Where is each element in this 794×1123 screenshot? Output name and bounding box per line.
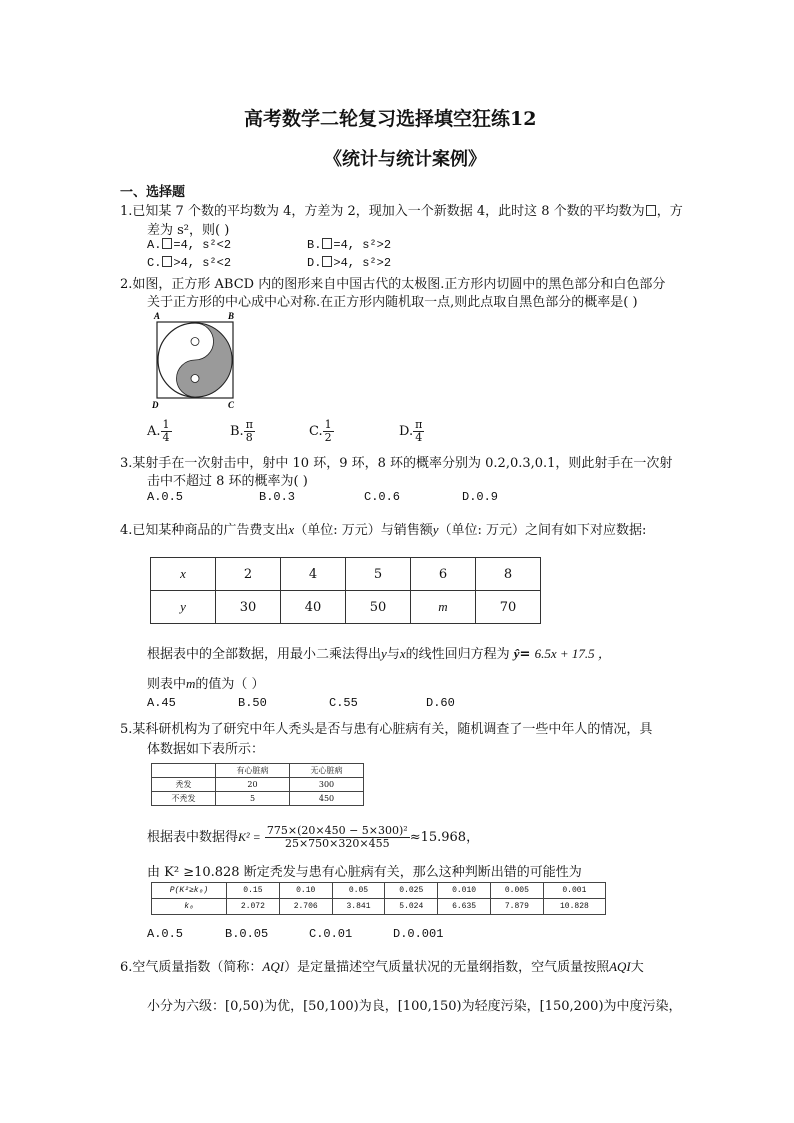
section-heading: 一、选择题 (120, 185, 186, 200)
q4-option-d: D.60 (426, 696, 455, 710)
q2-line2: 关于正方形的中心成中心对称.在正方形内随机取一点,则此点取自黑色部分的概率是( ) (147, 295, 638, 310)
table-cell: m (411, 591, 476, 624)
q3-option-a: A.0.5 (147, 490, 184, 504)
q5-line2: 体数据如下表所示： (147, 742, 265, 757)
table-cell: 无心脏病 (290, 764, 364, 778)
missing-glyph-icon (646, 205, 656, 216)
q1-line2: 差为 s²，则( ) (147, 223, 230, 238)
table-cell: 0.001 (543, 883, 605, 899)
q3-option-b: B.0.3 (259, 490, 296, 504)
table-cell: 0.005 (490, 883, 543, 899)
q4-line1: 4.已知某种商品的广告费支出x（单位: 万元）与销售额y（单位: 万元）之间有如下对应数据: (120, 522, 647, 538)
q5-table (151, 763, 364, 806)
q5-option-c: C.0.01 (309, 927, 353, 941)
q5-option-d: D.0.001 (393, 927, 444, 941)
table-row (152, 778, 364, 792)
q3-line1: 3.某射手在一次射击中，射中 10 环，9 环，8 环的概率分别为 0.2,0.3,0.1，则此射手在一次射 (120, 456, 673, 471)
table-row (151, 558, 541, 591)
q3-line2: 击中不超过 8 环的概率为( ) (147, 474, 308, 489)
q2-option-d: D. $\frac{\pi}{4}$ (399, 418, 423, 444)
table-cell: k₀ (152, 899, 227, 915)
q1-option-b: B. =4, s²>2 (307, 238, 392, 252)
label-d: D (152, 400, 159, 410)
table-cell: 0.15 (227, 883, 280, 899)
table-row (152, 792, 364, 806)
label-c: C (228, 400, 235, 410)
q4-line2: 根据表中的全部数据，用最小二乘法得出y与x的线性回归方程为 ŷ= 6.5x + 17.5 ， (147, 646, 611, 662)
missing-glyph-icon (162, 238, 172, 249)
q1-option-a: A. =4, s²<2 (147, 238, 232, 252)
table-cell: 0.010 (438, 883, 491, 899)
table-cell: 5 (346, 558, 411, 591)
table-cell: 450 (290, 792, 364, 806)
table-cell: 秃发 (152, 778, 216, 792)
table-cell: 3.841 (332, 899, 385, 915)
q4-option-b: B.50 (238, 696, 267, 710)
label-b: B (228, 311, 235, 321)
page-title: 高考数学二轮复习选择填空狂练12 (244, 108, 537, 130)
table-cell: 5 (216, 792, 290, 806)
missing-glyph-icon (322, 238, 332, 249)
table-cell: 30 (216, 591, 281, 624)
q5-table2 (151, 882, 606, 915)
q5-line1: 5.某科研机构为了研究中年人秃头是否与患有心脏病有关，随机调查了一些中年人的情况，具 (120, 722, 653, 737)
q6-line1: 6.空气质量指数（简称：AQI）是定量描述空气质量状况的无量纲指数，空气质量按照AQI大 (120, 959, 644, 975)
table-cell: 2.706 (279, 899, 332, 915)
table-cell: P(K²≥k₀) (152, 883, 227, 899)
table-cell: x (151, 558, 216, 591)
table-row (152, 764, 364, 778)
q5-line3: 根据表中数据得K² = $\frac{\text{775×(20×450 − 5×300)²}}{25\times 750\times 320\times 455}$ ≈15.968， (147, 824, 480, 850)
table-row (152, 899, 606, 915)
q2-option-b: B. $\frac{\pi}{8}$ (230, 418, 253, 444)
page-subtitle: 《统计与统计案例》 (324, 149, 486, 170)
q4-option-a: A.45 (147, 696, 176, 710)
table-cell: 7.879 (490, 899, 543, 915)
table-cell: 6.635 (438, 899, 491, 915)
table-cell: y (151, 591, 216, 624)
q2-line1: 2.如图，正方形 ABCD 内的图形来自中国古代的太极图.正方形内切圆中的黑色部分和白色部分 (120, 277, 666, 292)
q5-option-a: A.0.5 (147, 927, 184, 941)
table-cell: 0.05 (332, 883, 385, 899)
q3-option-d: D.0.9 (462, 490, 499, 504)
q4-option-c: C.55 (329, 696, 358, 710)
dark-dot (191, 375, 199, 383)
table-cell: 2 (216, 558, 281, 591)
q4-line3: 则表中m的值为（ ） (147, 676, 265, 692)
table-cell: 2.072 (227, 899, 280, 915)
table-cell: 0.025 (385, 883, 438, 899)
table-cell: 不秃发 (152, 792, 216, 806)
q2-option-c: C. $\frac{1}{2}$ (309, 418, 332, 444)
table-cell: 0.10 (279, 883, 332, 899)
q3-option-c: C.0.6 (364, 490, 401, 504)
table-cell: 6 (411, 558, 476, 591)
table-cell (152, 764, 216, 778)
q5-option-b: B.0.05 (225, 927, 269, 941)
q1-line1: 1.已知某 7 个数的平均数为 4，方差为 2，现加入一个新数据 4，此时这 8 个数的平均数为 ，方 (120, 204, 683, 219)
taiji-figure (150, 310, 242, 412)
table-cell: 300 (290, 778, 364, 792)
missing-glyph-icon (162, 256, 172, 267)
q5-line4: 由 K² ≥10.828 断定秃发与患有心脏病有关，那么这种判断出错的可能性为 (147, 865, 582, 880)
table-cell: 50 (346, 591, 411, 624)
table-cell: 有心脏病 (216, 764, 290, 778)
q1-option-c: C. >4, s²<2 (147, 256, 232, 270)
table-cell: 70 (476, 591, 541, 624)
table-row (152, 883, 606, 899)
q6-line2: 小分为六级：[0,50)为优，[50,100)为良，[100,150)为轻度污染，[150,200)为中度污染， (147, 999, 682, 1014)
missing-glyph-icon (322, 256, 332, 267)
table-row (151, 591, 541, 624)
table-cell: 20 (216, 778, 290, 792)
q4-table (150, 557, 541, 624)
q2-option-a: A. $\frac{1}{4}$ (147, 418, 170, 444)
table-cell: 8 (476, 558, 541, 591)
white-dot (191, 338, 199, 346)
table-cell: 5.024 (385, 899, 438, 915)
label-a: A (154, 311, 161, 321)
table-cell: 4 (281, 558, 346, 591)
table-cell: 10.828 (543, 899, 605, 915)
table-cell: 40 (281, 591, 346, 624)
q1-option-d: D. >4, s²>2 (307, 256, 392, 270)
